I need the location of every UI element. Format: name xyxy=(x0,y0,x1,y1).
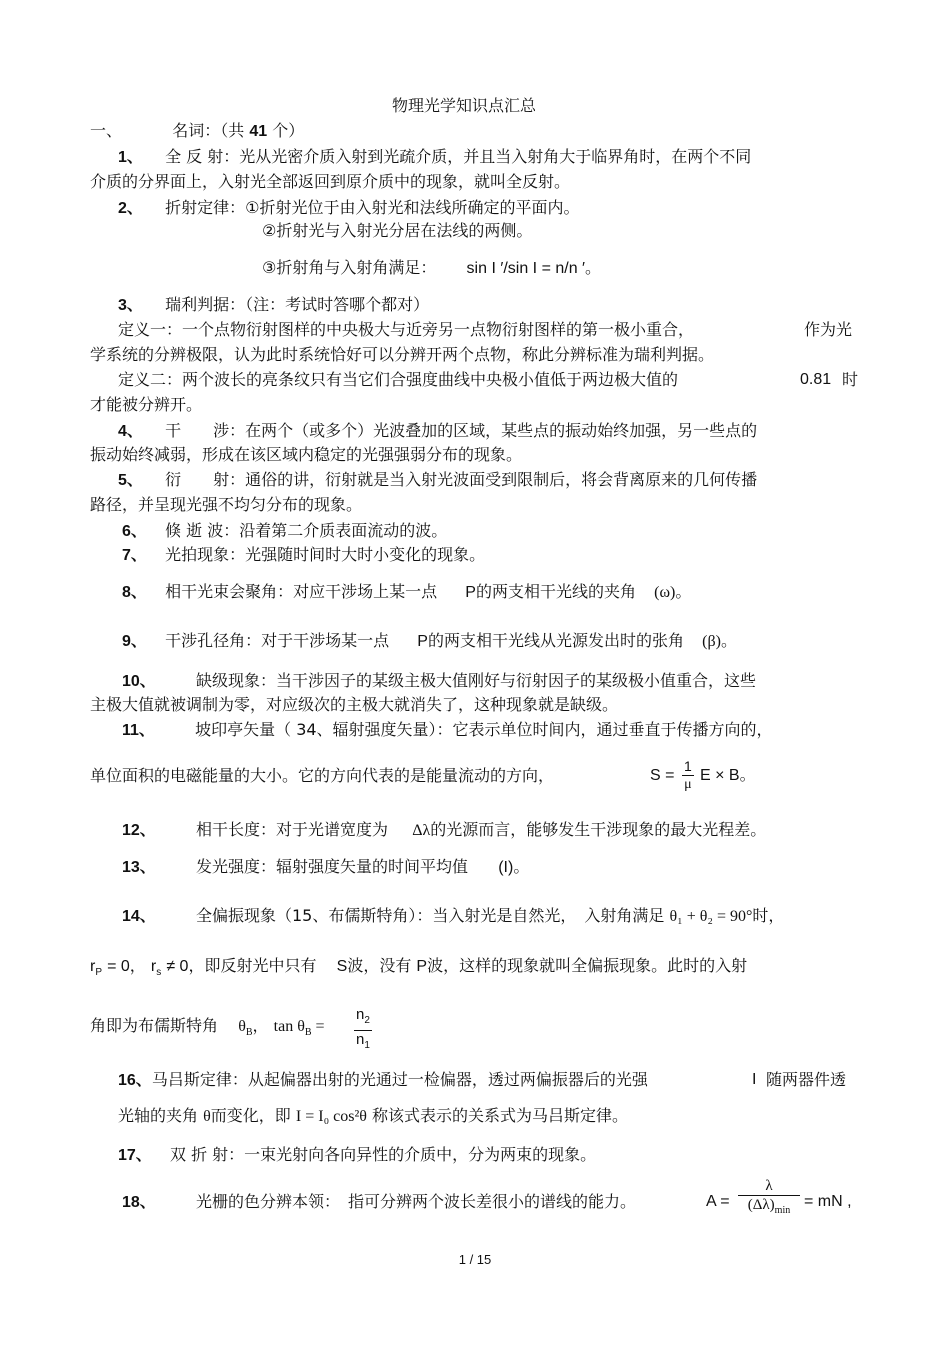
tan-theta-b: $\tan \theta_B$ = xyxy=(273,1018,325,1039)
item-8-number: 8、 xyxy=(122,584,147,601)
item-17-text: 双 折 射：一束光射向各向异性的介质中，分为两束的现象。 xyxy=(170,1145,597,1164)
item-13-number: 13、 xyxy=(122,859,156,876)
item-18-text: 光栅的色分辨本领： 指可分辨两个波长差很小的谱线的能力。 xyxy=(196,1192,637,1211)
poynting-rhs: E × B。 xyxy=(700,767,756,784)
item-2-text: ①折射光位于由入射光和法线所确定的平面内。 xyxy=(245,198,580,217)
item-7-number: 7、 xyxy=(122,547,147,564)
item-3-def2-line1: 定义二：两个波长的亮条纹只有当它们合强度曲线中央极小值低于两边极大值的 xyxy=(118,370,679,389)
item-9: 9、 干涉孔径角：对于干涉场某一点 P的两支相干光线从光源发出时的张角 (β)。 xyxy=(122,631,737,650)
page-number: 1 / 15 xyxy=(458,1252,492,1267)
point-p: P xyxy=(417,633,428,650)
item-3-def2-value: 0.81 xyxy=(800,371,832,388)
item-3-def1-line2: 学系统的分辨极限，认为此时系统恰好可以分辨开两个点物，称此分辨标准为瑞利判据。 xyxy=(90,345,715,364)
intensity-symbol: (I) xyxy=(498,859,514,876)
point-p: P xyxy=(465,584,476,601)
item-7 xyxy=(122,545,485,566)
item-18-number: 18、 xyxy=(122,1194,156,1211)
item-16-text: 马吕斯定律：从起偏器出射的光通过一检偏器，透过两偏振器后的光强 xyxy=(151,1070,648,1089)
item-16-line1 xyxy=(118,1070,648,1091)
item-10-line2: 主极大值就被调制为零，对应级次的主极大就消失了，这种现象就是缺级。 xyxy=(90,695,619,714)
item-2-line2: ②折射光与入射光分居在法线的两侧。 xyxy=(262,221,533,240)
item-17-number: 17、 xyxy=(118,1147,152,1164)
section-suffix: 个） xyxy=(272,121,305,140)
item-1-line1 xyxy=(118,147,751,168)
item-3-def2-tail: 时 xyxy=(842,370,859,389)
malus-formula: I = I₀ cos²θ xyxy=(295,1108,367,1125)
item-14-number: 14、 xyxy=(122,908,156,925)
theta-symbol: θ xyxy=(203,1108,211,1125)
item-1-text: 光从光密介质入射到光疏介质，并且当入射角大于临界角时，在两个不同 xyxy=(239,147,752,166)
item-9-text: 干涉孔径角：对于干涉场某一点 xyxy=(165,631,390,650)
rs-value: ≠ 0，即反射光中只有 xyxy=(166,958,317,975)
item-3-def1-tail: 作为光 xyxy=(804,320,853,339)
item-5-term: 衍 射： xyxy=(165,470,246,489)
item-3-term: 瑞利判据：（注：考试时答哪个都对） xyxy=(165,295,430,314)
rp-symbol: $r_P$ xyxy=(90,958,102,979)
item-5-text: 通俗的讲，衍射就是当入射光波面受到限制后，将会背离原来的几何传播 xyxy=(245,470,758,489)
item-11-line1 xyxy=(122,720,773,741)
item-3-def1-text: 定义一：一个点物衍射图样的中央极大与近旁另一点物衍射图样的第一极小重合， xyxy=(118,320,695,339)
rs-symbol: $r_s$ xyxy=(150,958,162,979)
item-12-text: 相干长度：对于光谱宽度为 xyxy=(196,820,389,839)
brewster-condition: θ₁ + θ₂ = 90° xyxy=(669,908,753,925)
item-1-line2: 介质的分界面上，入射光全部返回到原介质中的现象，就叫全反射。 xyxy=(90,172,571,191)
item-3-def2-line2: 才能被分辨开。 xyxy=(90,395,203,414)
item-14-line1: 14、 全偏振现象（15、布儒斯特角）：当入射光是自然光， 入射角满足 θ₁ + θ₂ = 90°时， xyxy=(122,906,785,925)
item-8-text: 相干光束会聚角：对应干涉场上某一点 xyxy=(165,582,438,601)
item-5-line2: 路径，并呈现光强不均匀分布的现象。 xyxy=(90,495,363,514)
delta-lambda-symbol: Δλ xyxy=(412,822,431,839)
section-number: 一、 xyxy=(90,121,123,140)
item-12 xyxy=(122,820,766,841)
item-12-number: 12、 xyxy=(122,822,156,839)
item-14-text: 全偏振现象（15、布儒斯特角）：当入射光是自然光， 入射角满足 xyxy=(196,906,665,925)
n1: $n_1$ xyxy=(356,1031,370,1051)
s-wave: S xyxy=(336,958,348,975)
item-11-line2: 单位面积的电磁能量的大小。它的方向代表的是能量流动的方向， xyxy=(90,766,555,785)
fraction-numerator: 1 xyxy=(684,758,692,774)
document-title: 物理光学知识点汇总 xyxy=(392,96,537,115)
item-16-number: 16、 xyxy=(118,1072,152,1089)
item-3-line1 xyxy=(118,295,429,316)
item-16-line2 xyxy=(118,1106,628,1127)
rp-value: = 0， xyxy=(107,958,146,975)
omega-symbol: (ω) xyxy=(654,584,676,601)
item-5-number: 5、 xyxy=(118,472,143,489)
item-2-term: 折射定律： xyxy=(165,198,246,217)
poynting-lhs: S = xyxy=(650,767,675,784)
item-2-condition: ③折射角与入射角满足： xyxy=(262,258,437,277)
item-14-text-c: 角即为布儒斯特角 xyxy=(90,1016,219,1035)
item-1-term: 全 反 射： xyxy=(165,147,240,166)
item-9-number: 9、 xyxy=(122,633,147,650)
item-11-number: 11、 xyxy=(122,722,155,739)
item-12-text2: 的光源而言，能够发生干涉现象的最大光程差。 xyxy=(430,820,767,839)
intensity-i: I xyxy=(752,1071,757,1088)
item-13-text: 发光强度：辐射强度矢量的时间平均值 xyxy=(196,857,469,876)
item-10-number: 10、 xyxy=(122,673,156,690)
delta-lambda-min: $(\Delta\lambda)_{min}$ xyxy=(747,1197,791,1216)
item-16-tail: 随两器件透 xyxy=(766,1070,847,1089)
poynting-fraction xyxy=(682,757,694,794)
resolving-power-fraction xyxy=(738,1177,800,1220)
item-10-line1 xyxy=(122,671,756,692)
item-11-text: 坡印亭矢量（ 34、辐射强度矢量）：它表示单位时间内，通过垂直于传播方向的， xyxy=(195,720,773,739)
item-13: 13、 发光强度：辐射强度矢量的时间平均值 (I)。 xyxy=(122,857,530,876)
item-2-line3: ③折射角与入射角满足： sin I ′/sin I = n/n ′。 xyxy=(262,258,602,277)
item-6 xyxy=(122,521,447,542)
item-4-line1 xyxy=(118,421,757,442)
beta-symbol: (β) xyxy=(702,633,721,650)
item-4-line2: 振动始终减弱，形成在该区域内稳定的光强强弱分布的现象。 xyxy=(90,445,523,464)
resolving-power-lhs: A = xyxy=(706,1193,730,1210)
item-8: 8、 相干光束会聚角：对应干涉场上某一点 P的两支相干光线的夹角 (ω)。 xyxy=(122,582,692,601)
brewster-fraction xyxy=(354,1006,372,1055)
section-label: 名词：（共 xyxy=(172,121,245,140)
item-7-text: 光拍现象：光强随时间时大时小变化的现象。 xyxy=(165,545,486,564)
item-5-line1 xyxy=(118,470,757,491)
resolving-power-rhs: = mN , xyxy=(804,1193,852,1210)
item-18 xyxy=(122,1192,636,1213)
theta-b: $\theta_B$ xyxy=(238,1018,253,1039)
p-wave: P xyxy=(416,958,428,975)
item-4-text: 在两个（或多个）光波叠加的区域，某些点的振动始终加强，另一些点的 xyxy=(245,421,758,440)
item-16-text4: 称该式表示的关系式为马吕斯定律。 xyxy=(372,1106,629,1125)
item-14-text-b: 波，这样的现象就叫全偏振现象。此时的入射 xyxy=(427,956,748,975)
item-14-text-a: 波，没有 xyxy=(347,956,412,975)
item-3-number: 3、 xyxy=(118,297,143,314)
item-6-text: 倏 逝 波：沿着第二介质表面流动的波。 xyxy=(165,521,448,540)
item-17 xyxy=(118,1145,596,1166)
item-4-term: 干 涉： xyxy=(165,421,246,440)
item-16-text2: 光轴的夹角 xyxy=(118,1106,199,1125)
item-6-number: 6、 xyxy=(122,523,147,540)
item-9-text2: 的两支相干光线从光源发出时的张角 xyxy=(427,631,684,650)
section-heading xyxy=(90,121,304,142)
item-8-text2: 的两支相干光线的夹角 xyxy=(475,582,636,601)
fraction-denominator: μ xyxy=(684,777,692,792)
item-16-text3: 而变化，即 xyxy=(210,1106,291,1125)
item-14-line2 xyxy=(90,956,747,983)
item-1-number: 1、 xyxy=(118,149,143,166)
item-2-line1 xyxy=(118,198,579,219)
n2: $n_2$ xyxy=(354,1006,372,1031)
lambda: λ xyxy=(738,1177,800,1196)
item-4-number: 4、 xyxy=(118,423,143,440)
snell-formula: sin I ′/sin I = n/n ′ xyxy=(466,260,586,277)
item-3-def1-line1 xyxy=(118,320,694,340)
item-10-text: 缺级现象：当干涉因子的某级主极大值刚好与衍射因子的某级极小值重合，这些 xyxy=(196,671,757,690)
item-2-number: 2、 xyxy=(118,200,143,217)
item-14-line3: 角即为布儒斯特角 $\theta_B$， $\tan \theta_B$ = xyxy=(90,1016,325,1039)
section-count: 41 xyxy=(249,123,268,140)
